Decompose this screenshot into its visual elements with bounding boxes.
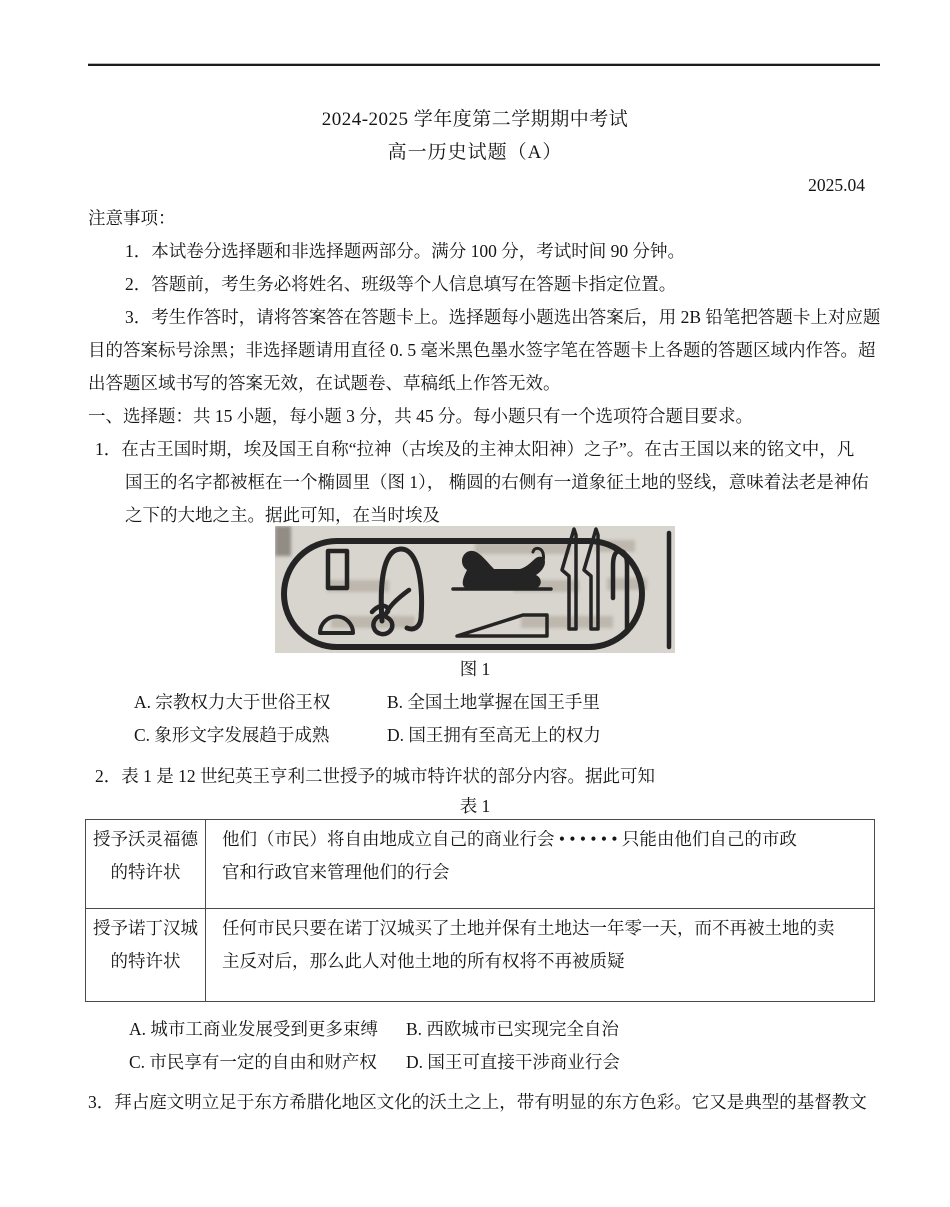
question-1-line-1: 1．在古王国时期，埃及国王自称“拉神（古埃及的主神太阳神）之子”。在古王国以来的铭文中，凡 bbox=[95, 439, 855, 459]
q1-option-a: A. 宗教权力大于世俗王权 bbox=[134, 692, 331, 712]
q1-option-c: C. 象形文字发展趋于成熟 bbox=[134, 725, 330, 745]
row-content-line: 他们（市民）将自由地成立自己的商业行会 • • • • • • 只能由他们自己的市政 bbox=[222, 829, 797, 849]
header-rule bbox=[88, 63, 880, 66]
question-2-options-row-2 bbox=[0, 1046, 950, 1079]
q2-option-b: B. 西欧城市已实现完全自治 bbox=[406, 1019, 619, 1039]
row-label-line: 授予沃灵福德 bbox=[93, 829, 198, 849]
notice-item-2: 2．答题前，考生务必将姓名、班级等个人信息填写在答题卡指定位置。 bbox=[125, 274, 677, 294]
notice-item-1: 1．本试卷分选择题和非选择题两部分。满分 100 分，考试时间 90 分钟。 bbox=[125, 241, 685, 261]
notice-item-3-line-1: 3．考生作答时，请将答案答在答题卡上。选择题每小题选出答案后，用 2B 铅笔把答题卡上对应题 bbox=[125, 307, 881, 327]
question-1-options-row-2 bbox=[0, 719, 950, 752]
table-1 bbox=[85, 819, 875, 1002]
table-row-wallingford bbox=[86, 820, 874, 908]
question-2-options-row-1 bbox=[0, 1013, 950, 1046]
row-label-line: 的特许状 bbox=[110, 951, 181, 971]
table-row-nottingham bbox=[86, 908, 874, 1001]
figure-1-cartouche-image bbox=[275, 526, 675, 653]
table-row-label bbox=[86, 909, 206, 1001]
question-3-line-1: 3．拜占庭文明立足于东方希腊化地区文化的沃土之上，带有明显的东方色彩。它又是典型的基督教文 bbox=[88, 1092, 867, 1112]
question-1-options-row-1 bbox=[0, 686, 950, 719]
q2-option-d: D. 国王可直接干涉商业行会 bbox=[406, 1052, 620, 1072]
notice-item-3-line-2: 目的答案标号涂黑；非选择题请用直径 0. 5 毫米黑色墨水签字笔在答题卡上各题的答题区域内作答。超 bbox=[88, 340, 876, 360]
table-row-label bbox=[86, 820, 206, 908]
table-row-content bbox=[206, 820, 874, 908]
row-label-line: 的特许状 bbox=[110, 862, 181, 882]
q2-option-a: A. 城市工商业发展受到更多束缚 bbox=[129, 1019, 378, 1039]
question-1-line-3: 之下的大地之主。据此可知，在当时埃及 bbox=[125, 505, 440, 525]
figure-1-caption: 图 1 bbox=[459, 659, 491, 679]
question-1-line-2: 国王的名字都被框在一个椭圆里（图 1）， 椭圆的右侧有一道象征土地的竖线，意味着法老是神佑 bbox=[125, 472, 869, 492]
row-content-line: 任何市民只要在诺丁汉城买了土地并保有土地达一年零一天，而不再被土地的卖 bbox=[222, 918, 835, 938]
exam-title: 2024-2025 学年度第二学期期中考试 bbox=[321, 109, 629, 130]
section-1-heading: 一、选择题：共 15 小题，每小题 3 分，共 45 分。每小题只有一个选项符合题目要求。 bbox=[88, 406, 753, 426]
row-label-line: 授予诺丁汉城 bbox=[93, 918, 198, 938]
q2-option-c: C. 市民享有一定的自由和财产权 bbox=[129, 1052, 377, 1072]
row-content-line: 主反对后，那么此人对他土地的所有权将不再被质疑 bbox=[222, 951, 625, 971]
q1-option-d: D. 国王拥有至高无上的权力 bbox=[387, 725, 601, 745]
notice-item-3-line-3: 出答题区域书写的答案无效，在试题卷、草稿纸上作答无效。 bbox=[88, 373, 561, 393]
q1-option-b: B. 全国土地掌握在国王手里 bbox=[387, 692, 600, 712]
table-1-caption: 表 1 bbox=[459, 796, 491, 816]
row-content-line: 官和行政官来管理他们的行会 bbox=[222, 862, 450, 882]
paper-title: 高一历史试题（A） bbox=[387, 142, 563, 163]
notice-heading: 注意事项： bbox=[88, 208, 176, 228]
exam-date: 2025.04 bbox=[808, 175, 865, 195]
question-2-lead: 2．表 1 是 12 世纪英王亨利二世授予的城市特许状的部分内容。据此可知 bbox=[95, 766, 655, 786]
table-row-content bbox=[206, 909, 874, 1001]
